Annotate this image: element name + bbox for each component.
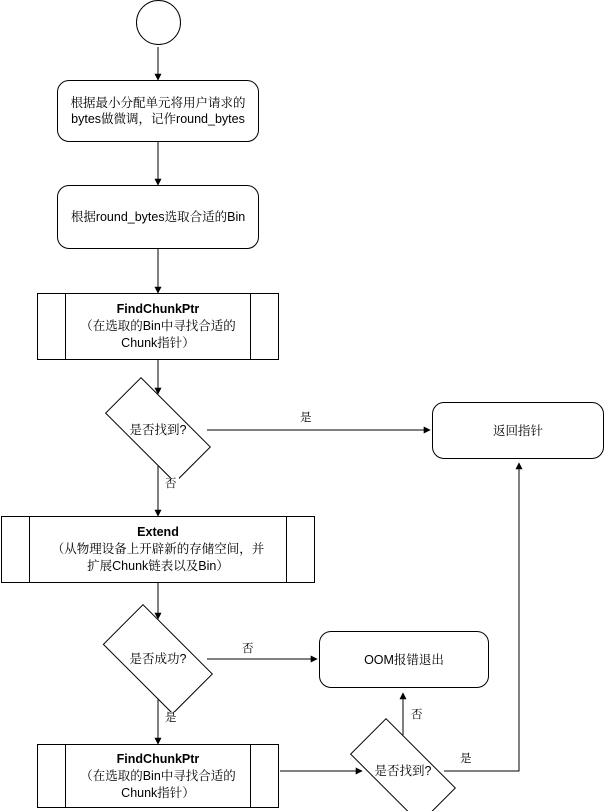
- decision-found-1[interactable]: [88, 394, 228, 466]
- node-find-chunk-ptr-1-line1: （在选取的Bin中寻找合适的: [80, 319, 236, 333]
- node-select-bin-label: 根据round_bytes选取合适的Bin: [70, 210, 246, 224]
- node-find-chunk-ptr-1-title: FindChunkPtr: [116, 302, 200, 316]
- node-round-bytes-line1: 根据最小分配单元将用户请求的: [70, 96, 246, 110]
- node-oom-exit[interactable]: [319, 631, 489, 688]
- decision-found-2[interactable]: [333, 735, 473, 807]
- node-extend[interactable]: [1, 516, 315, 583]
- node-find-chunk-ptr-2-line1: （在选取的Bin中寻找合适的: [80, 768, 236, 783]
- edge-label-found2-yes: 是: [460, 753, 472, 765]
- node-find-chunk-ptr-2[interactable]: [37, 744, 279, 808]
- node-extend-line1: （从物理设备上开辟新的存储空间，并: [51, 542, 265, 556]
- node-find-chunk-ptr-2-title: FindChunkPtr: [116, 751, 200, 766]
- node-return-pointer-label: 返回指针: [492, 423, 543, 438]
- start-node[interactable]: [136, 0, 181, 45]
- node-find-chunk-ptr-1-line2: Chunk指针）: [121, 336, 195, 350]
- node-find-chunk-ptr-1[interactable]: [37, 293, 279, 360]
- decision-success-label: 是否成功?: [129, 651, 187, 666]
- node-round-bytes-line2: bytes做微调，记作round_bytes: [71, 112, 245, 126]
- edge-label-found1-no: 否: [165, 478, 177, 490]
- process-right-bar: [250, 745, 251, 807]
- edge-label-found2-no: 否: [411, 709, 423, 721]
- node-extend-line2: 扩展Chunk链表以及Bin）: [87, 559, 229, 573]
- process-right-bar: [286, 517, 287, 582]
- decision-success[interactable]: [88, 619, 228, 699]
- node-oom-exit-label: OOM报错退出: [364, 652, 444, 667]
- node-select-bin[interactable]: [57, 185, 259, 249]
- node-return-pointer[interactable]: [432, 402, 604, 459]
- edge-label-success-no: 否: [242, 643, 254, 655]
- decision-found-1-label: 是否找到?: [129, 422, 187, 437]
- decision-found-2-label: 是否找到?: [374, 763, 432, 778]
- process-right-bar: [250, 294, 251, 359]
- edge-label-success-yes: 是: [165, 712, 177, 724]
- edge-label-found1-yes: 是: [300, 412, 312, 424]
- node-find-chunk-ptr-2-line2: Chunk指针）: [121, 785, 195, 800]
- node-round-bytes[interactable]: [57, 80, 259, 142]
- node-extend-title: Extend: [137, 525, 179, 539]
